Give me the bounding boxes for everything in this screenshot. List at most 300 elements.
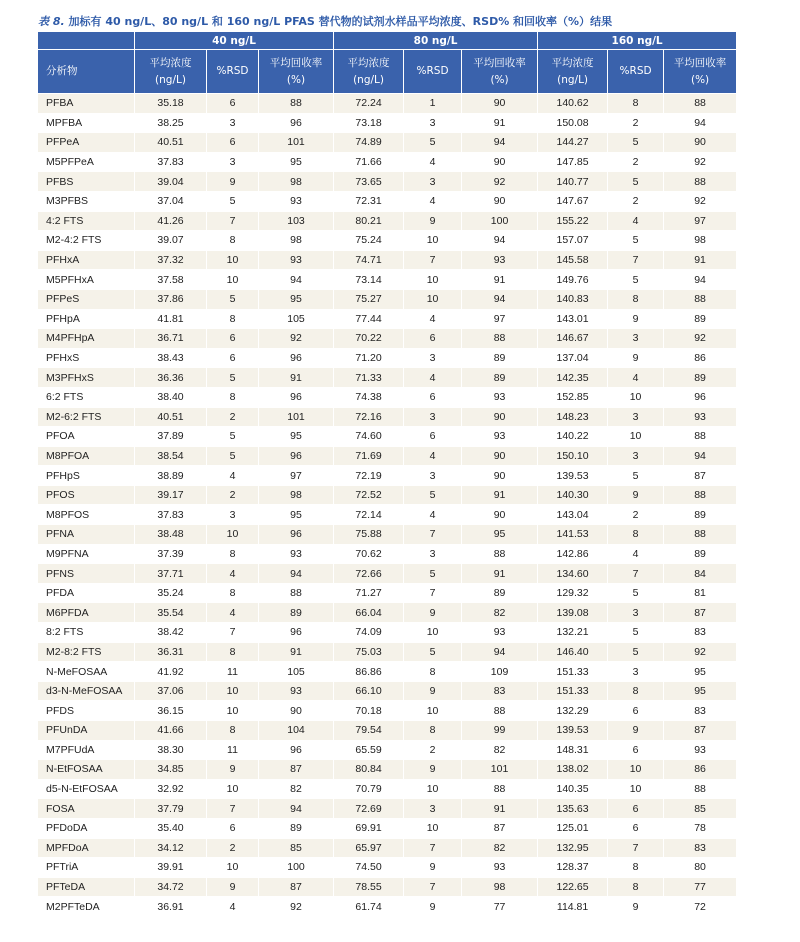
table-row: [38, 114, 736, 134]
value-cell: 82: [461, 839, 537, 859]
value-cell: 144.27: [537, 133, 607, 153]
value-cell: 3: [607, 408, 663, 428]
value-cell: 103: [258, 212, 333, 232]
rsd-header-text: %RSD: [216, 65, 249, 77]
value-cell: 85: [663, 799, 736, 819]
analyte-cell: M4PFHpA: [38, 329, 134, 349]
value-cell: 132.95: [537, 839, 607, 859]
value-cell: 145.58: [537, 251, 607, 271]
value-cell: 8: [607, 682, 663, 702]
value-cell: 92: [258, 897, 333, 917]
value-cell: 9: [607, 897, 663, 917]
value-cell: 7: [206, 623, 258, 643]
value-cell: 96: [663, 388, 736, 408]
value-cell: 4: [403, 153, 461, 173]
analyte-cell: N-EtFOSAA: [38, 760, 134, 780]
value-cell: 9: [607, 310, 663, 330]
avg-conc-header-text: (ng/L): [353, 73, 384, 86]
value-cell: 150.10: [537, 447, 607, 467]
group-header-160: 160 ng/L: [537, 32, 736, 50]
value-cell: 8: [403, 662, 461, 682]
value-cell: 98: [663, 231, 736, 251]
value-cell: 72.16: [333, 408, 403, 428]
value-cell: 79.54: [333, 721, 403, 741]
analyte-cell: PFPeA: [38, 133, 134, 153]
table-row: [38, 408, 736, 428]
table-row: [38, 310, 736, 330]
value-cell: 93: [258, 192, 333, 212]
value-cell: 91: [258, 368, 333, 388]
value-cell: 82: [461, 603, 537, 623]
value-cell: 9: [206, 172, 258, 192]
value-cell: 41.92: [134, 662, 206, 682]
value-cell: 6: [607, 741, 663, 761]
value-cell: 105: [258, 310, 333, 330]
value-cell: 147.67: [537, 192, 607, 212]
value-cell: 72: [663, 897, 736, 917]
value-cell: 6: [403, 329, 461, 349]
avg-recovery-header-text: 平均回收率: [473, 56, 526, 69]
value-cell: 8: [607, 858, 663, 878]
value-cell: 93: [258, 682, 333, 702]
value-cell: 7: [403, 584, 461, 604]
avg-recovery-header: [258, 50, 333, 94]
value-cell: 99: [461, 721, 537, 741]
value-cell: 11: [206, 741, 258, 761]
table-row: [38, 329, 736, 349]
value-cell: 35.54: [134, 603, 206, 623]
value-cell: 92: [663, 329, 736, 349]
value-cell: 95: [258, 505, 333, 525]
table-row: [38, 799, 736, 819]
value-cell: 8: [607, 94, 663, 114]
value-cell: 66.10: [333, 682, 403, 702]
value-cell: 6: [607, 701, 663, 721]
table-row: [38, 349, 736, 369]
value-cell: 122.65: [537, 878, 607, 898]
value-cell: 90: [461, 153, 537, 173]
value-cell: 2: [403, 741, 461, 761]
value-cell: 7: [206, 212, 258, 232]
value-cell: 82: [461, 741, 537, 761]
value-cell: 36.71: [134, 329, 206, 349]
value-cell: 6: [607, 819, 663, 839]
value-cell: 38.54: [134, 447, 206, 467]
value-cell: 80: [663, 858, 736, 878]
table-row: [38, 212, 736, 232]
value-cell: 93: [258, 251, 333, 271]
analyte-cell: M3PFBS: [38, 192, 134, 212]
value-cell: 36.31: [134, 643, 206, 663]
value-cell: 32.92: [134, 780, 206, 800]
value-cell: 8: [206, 310, 258, 330]
value-cell: 71.20: [333, 349, 403, 369]
value-cell: 97: [663, 212, 736, 232]
value-cell: 72.19: [333, 466, 403, 486]
value-cell: 98: [258, 486, 333, 506]
analyte-cell: M5PFHxA: [38, 270, 134, 290]
analyte-cell: M8PFOS: [38, 505, 134, 525]
value-cell: 95: [258, 427, 333, 447]
value-cell: 140.77: [537, 172, 607, 192]
analyte-cell: M5PFPeA: [38, 153, 134, 173]
value-cell: 87: [663, 721, 736, 741]
value-cell: 4: [607, 545, 663, 565]
avg-recovery-header: [663, 50, 736, 94]
value-cell: 6: [607, 799, 663, 819]
value-cell: 71.69: [333, 447, 403, 467]
results-table: [38, 32, 736, 917]
value-cell: 10: [403, 701, 461, 721]
value-cell: 148.31: [537, 741, 607, 761]
value-cell: 6: [206, 94, 258, 114]
value-cell: 88: [461, 545, 537, 565]
caption-number: 表 8.: [38, 15, 65, 28]
value-cell: 93: [461, 858, 537, 878]
analyte-cell: M2-6:2 FTS: [38, 408, 134, 428]
value-cell: 87: [258, 760, 333, 780]
value-cell: 89: [663, 368, 736, 388]
value-cell: 37.86: [134, 290, 206, 310]
value-cell: 8: [607, 525, 663, 545]
value-cell: 75.88: [333, 525, 403, 545]
value-cell: 8: [607, 290, 663, 310]
analyte-cell: PFOS: [38, 486, 134, 506]
table-row: [38, 427, 736, 447]
value-cell: 88: [663, 486, 736, 506]
value-cell: 35.40: [134, 819, 206, 839]
analyte-cell: M7PFUdA: [38, 741, 134, 761]
value-cell: 74.71: [333, 251, 403, 271]
value-cell: 3: [607, 662, 663, 682]
value-cell: 5: [206, 427, 258, 447]
analyte-cell: PFUnDA: [38, 721, 134, 741]
analyte-cell: FOSA: [38, 799, 134, 819]
value-cell: 109: [461, 662, 537, 682]
value-cell: 96: [258, 388, 333, 408]
value-cell: 8: [403, 721, 461, 741]
value-cell: 71.66: [333, 153, 403, 173]
value-cell: 98: [461, 878, 537, 898]
table-row: [38, 231, 736, 251]
value-cell: 97: [461, 310, 537, 330]
value-cell: 94: [258, 270, 333, 290]
value-cell: 41.81: [134, 310, 206, 330]
caption-text: 加标有 40 ng/L、80 ng/L 和 160 ng/L PFAS 替代物的试剂水样品平均浓度、RSD% 和回收率（%）结果: [68, 15, 613, 28]
value-cell: 92: [258, 329, 333, 349]
analyte-cell: M9PFNA: [38, 545, 134, 565]
table-row: [38, 545, 736, 565]
value-cell: 142.86: [537, 545, 607, 565]
value-cell: 90: [461, 408, 537, 428]
value-cell: 38.89: [134, 466, 206, 486]
avg-conc-header-text: (ng/L): [155, 73, 186, 86]
value-cell: 75.03: [333, 643, 403, 663]
value-cell: 40.51: [134, 133, 206, 153]
value-cell: 10: [206, 682, 258, 702]
value-cell: 90: [461, 94, 537, 114]
analyte-cell: PFDA: [38, 584, 134, 604]
analyte-cell: PFHxS: [38, 349, 134, 369]
value-cell: 132.29: [537, 701, 607, 721]
value-cell: 37.04: [134, 192, 206, 212]
value-cell: 4: [206, 466, 258, 486]
table-row: [38, 290, 736, 310]
table-row: [38, 486, 736, 506]
table-row: [38, 466, 736, 486]
value-cell: 6: [206, 349, 258, 369]
value-cell: 41.66: [134, 721, 206, 741]
value-cell: 5: [607, 231, 663, 251]
rsd-header: [607, 50, 663, 94]
value-cell: 100: [258, 858, 333, 878]
value-cell: 94: [461, 231, 537, 251]
value-cell: 10: [403, 819, 461, 839]
analyte-cell: N-MeFOSAA: [38, 662, 134, 682]
table-row: [38, 505, 736, 525]
value-cell: 92: [461, 172, 537, 192]
value-cell: 72.52: [333, 486, 403, 506]
value-cell: 88: [258, 94, 333, 114]
table-row: [38, 251, 736, 271]
rsd-header: [206, 50, 258, 94]
value-cell: 5: [403, 133, 461, 153]
value-cell: 94: [663, 447, 736, 467]
value-cell: 7: [607, 564, 663, 584]
analyte-cell: 8:2 FTS: [38, 623, 134, 643]
avg-conc-header-text: 平均浓度: [551, 56, 594, 69]
analyte-cell: d3-N-MeFOSAA: [38, 682, 134, 702]
value-cell: 6: [206, 819, 258, 839]
value-cell: 2: [607, 192, 663, 212]
value-cell: 9: [403, 212, 461, 232]
value-cell: 7: [607, 251, 663, 271]
analyte-cell: PFTriA: [38, 858, 134, 878]
value-cell: 7: [403, 839, 461, 859]
value-cell: 96: [258, 447, 333, 467]
value-cell: 4: [403, 368, 461, 388]
value-cell: 5: [607, 643, 663, 663]
rsd-header-text: %RSD: [416, 65, 449, 77]
value-cell: 101: [258, 408, 333, 428]
rsd-header-text: %RSD: [619, 65, 652, 77]
value-cell: 90: [258, 701, 333, 721]
value-cell: 61.74: [333, 897, 403, 917]
analyte-cell: PFHpA: [38, 310, 134, 330]
value-cell: 37.71: [134, 564, 206, 584]
value-cell: 3: [403, 408, 461, 428]
value-cell: 93: [663, 408, 736, 428]
value-cell: 139.53: [537, 721, 607, 741]
analyte-cell: PFTeDA: [38, 878, 134, 898]
value-cell: 91: [461, 270, 537, 290]
value-cell: 38.48: [134, 525, 206, 545]
analyte-cell: 4:2 FTS: [38, 212, 134, 232]
avg-recovery-header-text: 平均回收率: [673, 56, 727, 69]
analyte-cell: PFDoDA: [38, 819, 134, 839]
value-cell: 148.23: [537, 408, 607, 428]
avg-recovery-header-text: (%): [286, 73, 306, 86]
value-cell: 5: [403, 564, 461, 584]
avg-conc-header: [333, 50, 403, 94]
value-cell: 41.26: [134, 212, 206, 232]
value-cell: 83: [663, 623, 736, 643]
value-cell: 70.22: [333, 329, 403, 349]
value-cell: 5: [206, 447, 258, 467]
value-cell: 5: [607, 623, 663, 643]
table-row: [38, 819, 736, 839]
value-cell: 10: [607, 780, 663, 800]
value-cell: 88: [663, 290, 736, 310]
value-cell: 10: [206, 270, 258, 290]
value-cell: 86: [663, 349, 736, 369]
value-cell: 89: [258, 603, 333, 623]
value-cell: 37.89: [134, 427, 206, 447]
table-row: [38, 662, 736, 682]
value-cell: 89: [663, 310, 736, 330]
value-cell: 40.51: [134, 408, 206, 428]
value-cell: 77.44: [333, 310, 403, 330]
value-cell: 93: [461, 427, 537, 447]
value-cell: 88: [663, 172, 736, 192]
table-row: [38, 525, 736, 545]
value-cell: 78.55: [333, 878, 403, 898]
analyte-cell: M2PFTeDA: [38, 897, 134, 917]
value-cell: 10: [206, 701, 258, 721]
rsd-header: [403, 50, 461, 94]
analyte-cell: 6:2 FTS: [38, 388, 134, 408]
value-cell: 93: [461, 623, 537, 643]
value-cell: 89: [663, 505, 736, 525]
value-cell: 94: [461, 290, 537, 310]
value-cell: 92: [663, 153, 736, 173]
value-cell: 138.02: [537, 760, 607, 780]
value-cell: 104: [258, 721, 333, 741]
value-cell: 10: [206, 780, 258, 800]
value-cell: 140.30: [537, 486, 607, 506]
value-cell: 88: [258, 584, 333, 604]
value-cell: 75.24: [333, 231, 403, 251]
value-cell: 10: [403, 780, 461, 800]
table-caption: [38, 12, 736, 32]
value-cell: 72.66: [333, 564, 403, 584]
avg-conc-header: [537, 50, 607, 94]
value-cell: 10: [607, 427, 663, 447]
value-cell: 35.24: [134, 584, 206, 604]
value-cell: 86.86: [333, 662, 403, 682]
value-cell: 129.32: [537, 584, 607, 604]
value-cell: 37.06: [134, 682, 206, 702]
value-cell: 89: [663, 545, 736, 565]
table-row: [38, 133, 736, 153]
value-cell: 39.91: [134, 858, 206, 878]
value-cell: 4: [403, 447, 461, 467]
value-cell: 73.14: [333, 270, 403, 290]
value-cell: 38.42: [134, 623, 206, 643]
value-cell: 132.21: [537, 623, 607, 643]
analyte-cell: PFHpS: [38, 466, 134, 486]
value-cell: 5: [607, 270, 663, 290]
value-cell: 4: [607, 212, 663, 232]
value-cell: 3: [403, 799, 461, 819]
analyte-cell: MPFBA: [38, 114, 134, 134]
group-header-80: 80 ng/L: [333, 32, 537, 50]
value-cell: 9: [607, 721, 663, 741]
value-cell: 101: [258, 133, 333, 153]
value-cell: 5: [403, 486, 461, 506]
value-cell: 88: [663, 780, 736, 800]
value-cell: 83: [663, 701, 736, 721]
value-cell: 80.84: [333, 760, 403, 780]
value-cell: 39.07: [134, 231, 206, 251]
value-cell: 10: [607, 760, 663, 780]
value-cell: 88: [663, 94, 736, 114]
value-cell: 36.91: [134, 897, 206, 917]
value-cell: 38.43: [134, 349, 206, 369]
value-cell: 5: [206, 368, 258, 388]
value-cell: 36.36: [134, 368, 206, 388]
value-cell: 72.14: [333, 505, 403, 525]
value-cell: 77: [663, 878, 736, 898]
analyte-cell: M6PFDA: [38, 603, 134, 623]
value-cell: 37.83: [134, 505, 206, 525]
value-cell: 37.58: [134, 270, 206, 290]
analyte-cell: PFPeS: [38, 290, 134, 310]
value-cell: 74.09: [333, 623, 403, 643]
analyte-cell: PFOA: [38, 427, 134, 447]
value-cell: 139.08: [537, 603, 607, 623]
value-cell: 8: [206, 721, 258, 741]
value-cell: 72.69: [333, 799, 403, 819]
value-cell: 7: [403, 251, 461, 271]
value-cell: 96: [258, 349, 333, 369]
value-cell: 89: [258, 819, 333, 839]
avg-conc-header-text: 平均浓度: [347, 56, 390, 69]
value-cell: 95: [663, 662, 736, 682]
value-cell: 91: [663, 251, 736, 271]
value-cell: 105: [258, 662, 333, 682]
value-cell: 7: [403, 525, 461, 545]
value-cell: 143.01: [537, 310, 607, 330]
value-cell: 80.21: [333, 212, 403, 232]
value-cell: 90: [663, 133, 736, 153]
value-cell: 3: [206, 114, 258, 134]
value-cell: 74.50: [333, 858, 403, 878]
value-cell: 5: [607, 133, 663, 153]
value-cell: 93: [258, 545, 333, 565]
value-cell: 89: [461, 349, 537, 369]
value-cell: 90: [461, 505, 537, 525]
value-cell: 9: [607, 349, 663, 369]
value-cell: 94: [663, 114, 736, 134]
value-cell: 143.04: [537, 505, 607, 525]
value-cell: 90: [461, 466, 537, 486]
value-cell: 4: [206, 564, 258, 584]
value-cell: 147.85: [537, 153, 607, 173]
value-cell: 73.65: [333, 172, 403, 192]
value-cell: 97: [258, 466, 333, 486]
value-cell: 3: [607, 447, 663, 467]
value-cell: 38.40: [134, 388, 206, 408]
value-cell: 88: [461, 701, 537, 721]
analyte-cell: PFHxA: [38, 251, 134, 271]
value-cell: 3: [607, 329, 663, 349]
value-cell: 9: [403, 682, 461, 702]
value-cell: 146.40: [537, 643, 607, 663]
analyte-cell: PFNS: [38, 564, 134, 584]
value-cell: 7: [206, 799, 258, 819]
avg-conc-header-text: 平均浓度: [149, 56, 192, 69]
